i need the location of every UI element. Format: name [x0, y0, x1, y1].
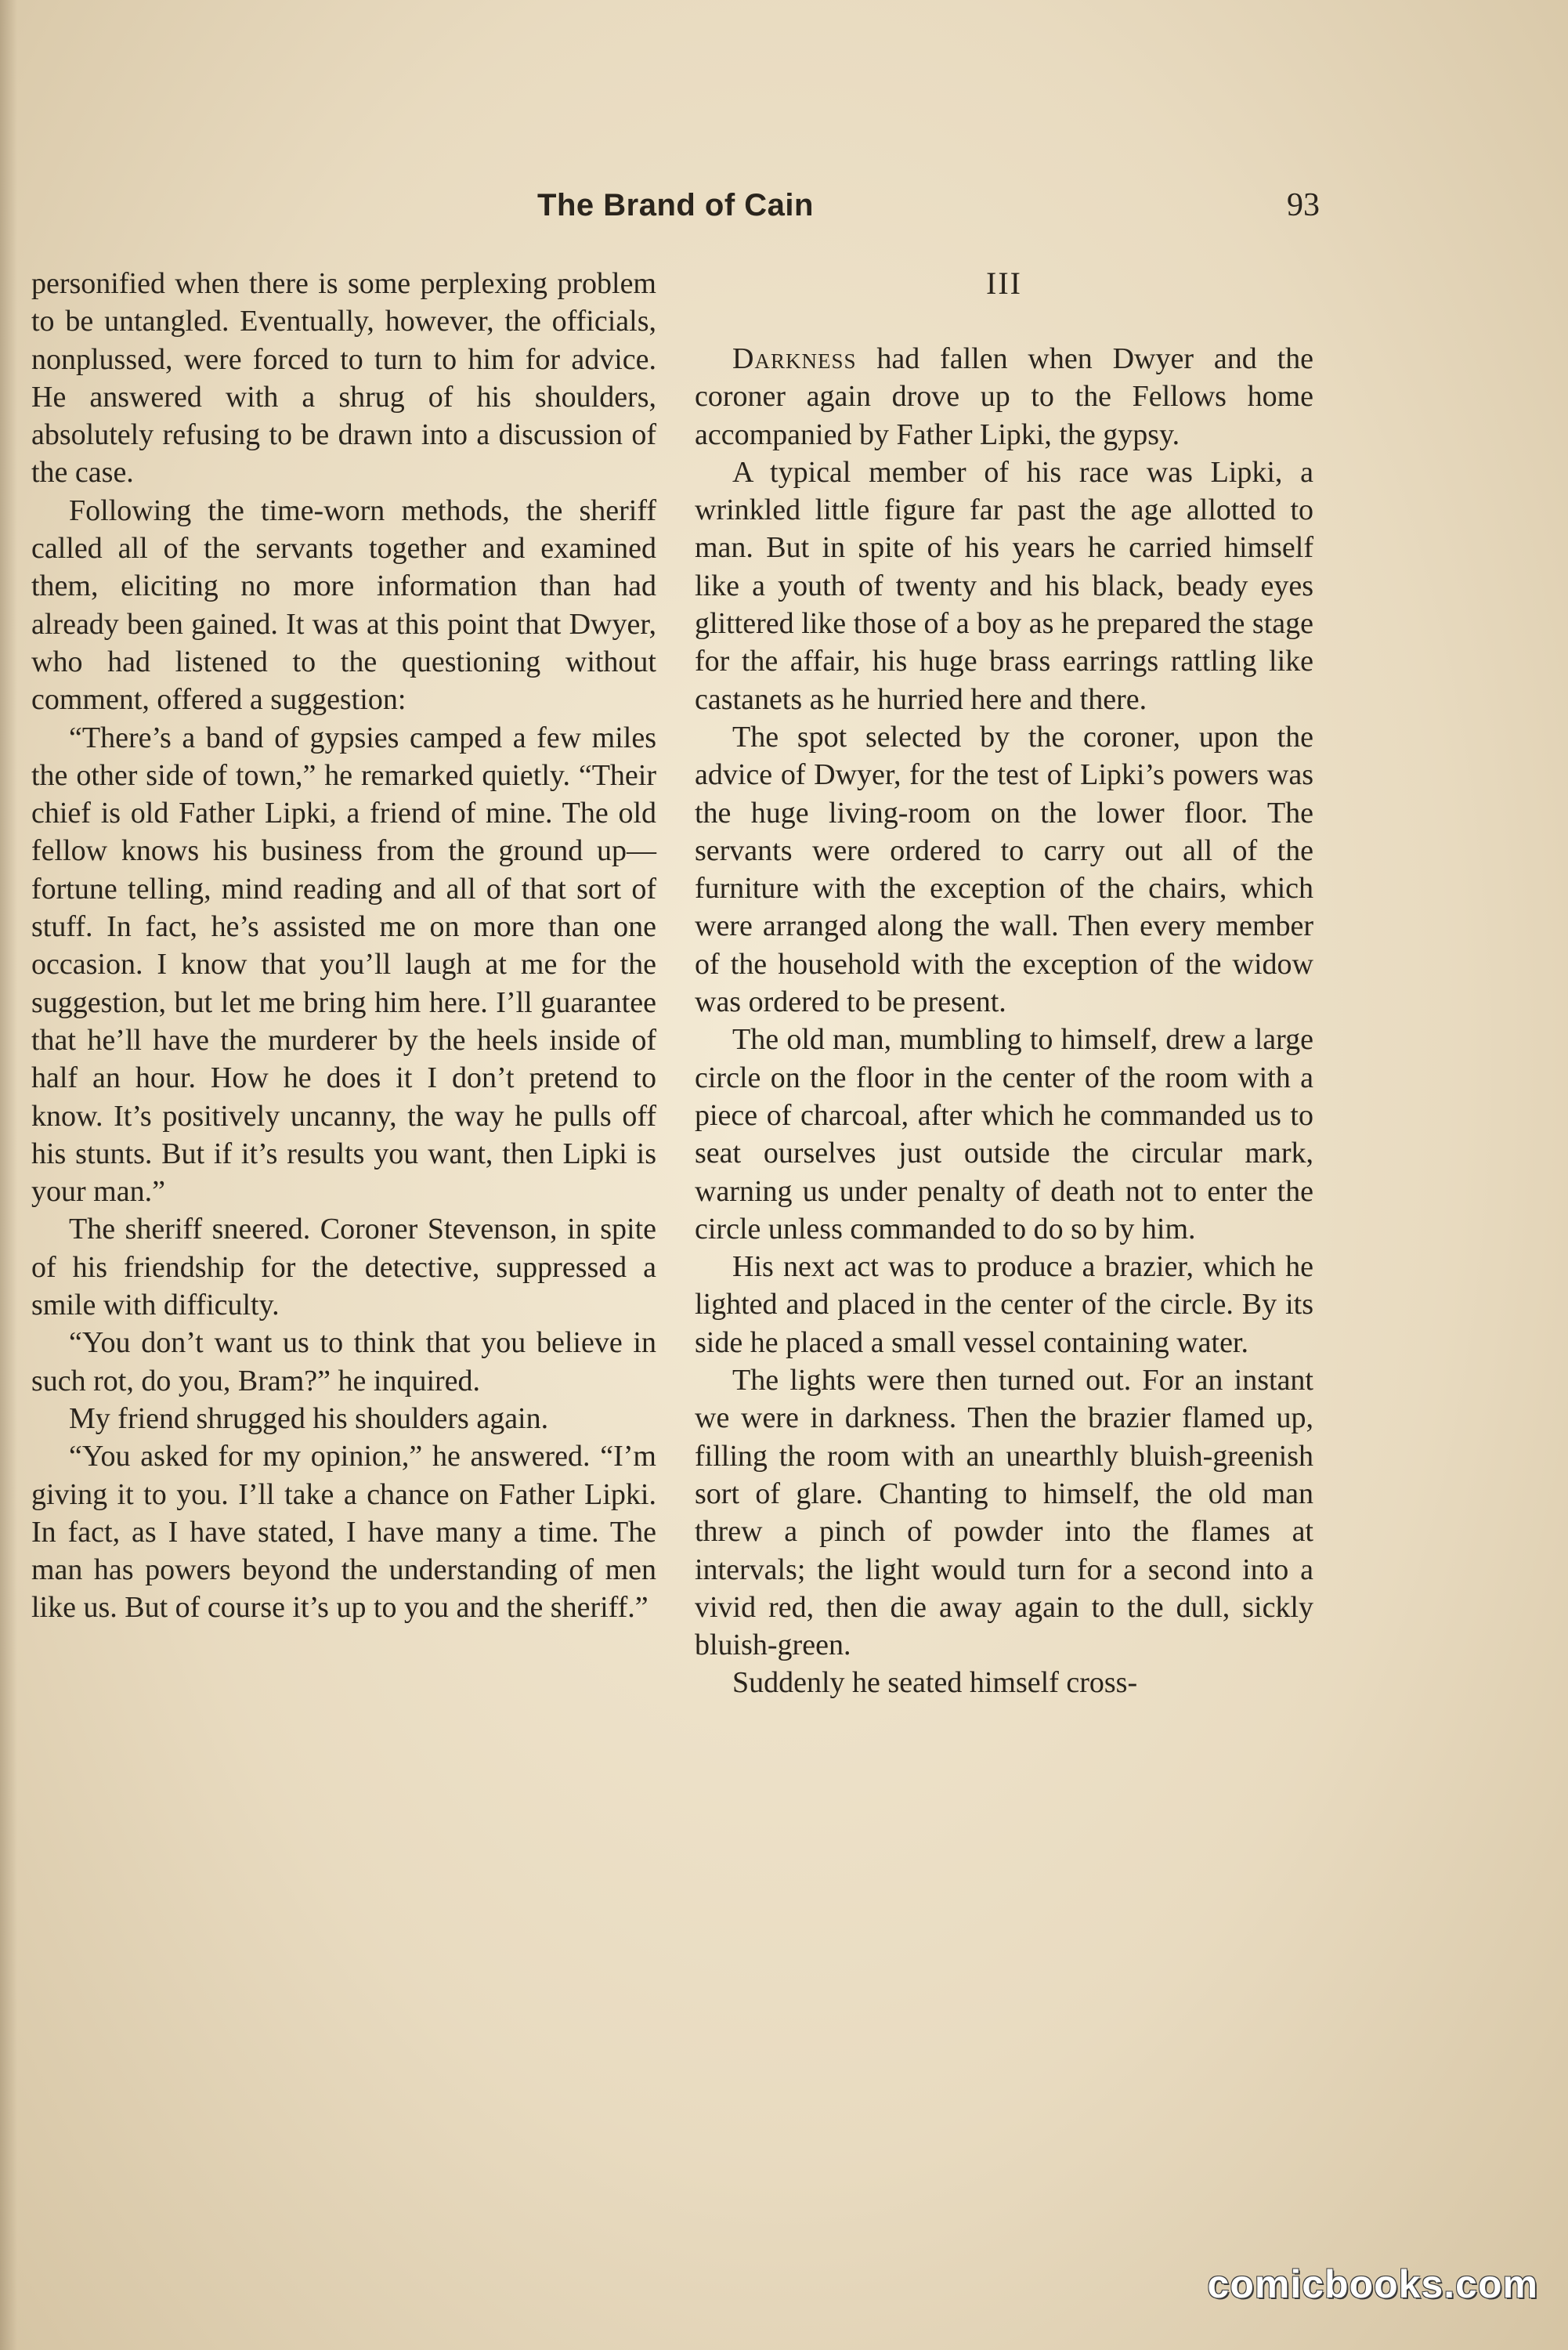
paragraph: His next act was to produce a brazier, which he lighted and placed in the center of the circle. By its side he placed a small vessel containing water. [695, 1250, 1313, 1359]
paragraph: “There’s a band of gypsies camped a few miles the other side of town,” he remarked quietly. “Their chief is old Father Lipki, a friend of mine. The old fellow knows his business from the ground up—fortune telling, mind reading and all of that sort of stuff. In fact, he’s assisted me on more than one occasion. I know that you’ll laugh at me for the suggestion, but let me bring him here. I’ll guarantee that he’ll have the murderer by the heels inside of half an hour. How he does it I don’t pretend to know. It’s positively uncanny, the way he pulls off his stunts. But if it’s results you want, then Lipki is your man.” [31, 721, 656, 1209]
paragraph: Suddenly he seated himself cross- [732, 1666, 1138, 1700]
paragraph: personified when there is some perplexing problem to be untangled. Eventually, however, the officials, nonplussed, were forced to turn to him for advice. He answered with a shrug of his shoulders, absolutely refusing to be drawn into a discussion of the case. [31, 267, 656, 490]
paragraph: Following the time-worn methods, the sheriff called all of the servants together and examined them, eliciting no more information than had already been gained. It was at this point that Dwyer, who had listened to the questioning without comment, offered a suggestion: [31, 494, 656, 717]
page-spine-shadow [0, 0, 17, 2350]
page-number: 93 [1287, 187, 1320, 223]
paragraph: The sheriff sneered. Coroner Stevenson, in spite of his friendship for the detective, suppressed a smile with difficulty. [31, 1213, 656, 1322]
opening-word: Darkness [732, 342, 857, 375]
paragraph: My friend shrugged his shoulders again. [69, 1401, 549, 1435]
paragraph: The old man, mumbling to himself, drew a large circle on the floor in the center of the room with a piece of charcoal, after which he commanded us to seat ourselves just outside the circular mark, warning us under penalty of death not to enter the circle unless commanded to do so by him. [695, 1023, 1313, 1246]
paragraph: The lights were then turned out. For an instant we were in darkness. Then the brazier flamed up, filling the room with an unearthly bluish-greenish sort of glare. Chanting to himself, the old man threw a pinch of powder into the flames at intervals; the light would turn for a second into a vivid red, then die away again to the dull, sickly bluish-green. [695, 1364, 1313, 1662]
right-column [695, 265, 1313, 1702]
site-watermark: comicbooks.com [1207, 2262, 1538, 2306]
paragraph-opening [695, 340, 1313, 454]
running-header [31, 182, 1320, 229]
section-heading: III [986, 266, 1022, 301]
paragraph: “You don’t want us to think that you believe in such rot, do you, Bram?” he inquired. [31, 1326, 656, 1397]
opening-text: had fallen when Dwyer and the coroner again drove up to the Fellows home accompanied by Father Lipki, the gypsy. [695, 342, 1313, 451]
paragraph: A typical member of his race was Lipki, a wrinkled little figure far past the age allotted to man. But in spite of his years he carried himself like a youth of twenty and his black, beady eyes glittered like those of a boy as he prepared the stage for the affair, his huge brass earrings rattling like castanets as he hurried here and there. [695, 455, 1313, 716]
paragraph: “You asked for my opinion,” he answered. “I’m giving it to you. I’ll take a chance on Father Lipki. In fact, as I have stated, I have many a time. The man has powers beyond the understanding of men like us. But of course it’s up to you and the sheriff.” [31, 1440, 656, 1625]
paragraph: The spot selected by the coroner, upon the advice of Dwyer, for the test of Lipki’s powers was the huge living-room on the lower floor. The servants were ordered to carry out all of the furniture with the exception of the chairs, which were arranged along the wall. Then every member of the household with the exception of the widow was ordered to be present. [695, 720, 1313, 1019]
left-column [31, 265, 656, 1627]
running-title: The Brand of Cain [537, 188, 814, 222]
